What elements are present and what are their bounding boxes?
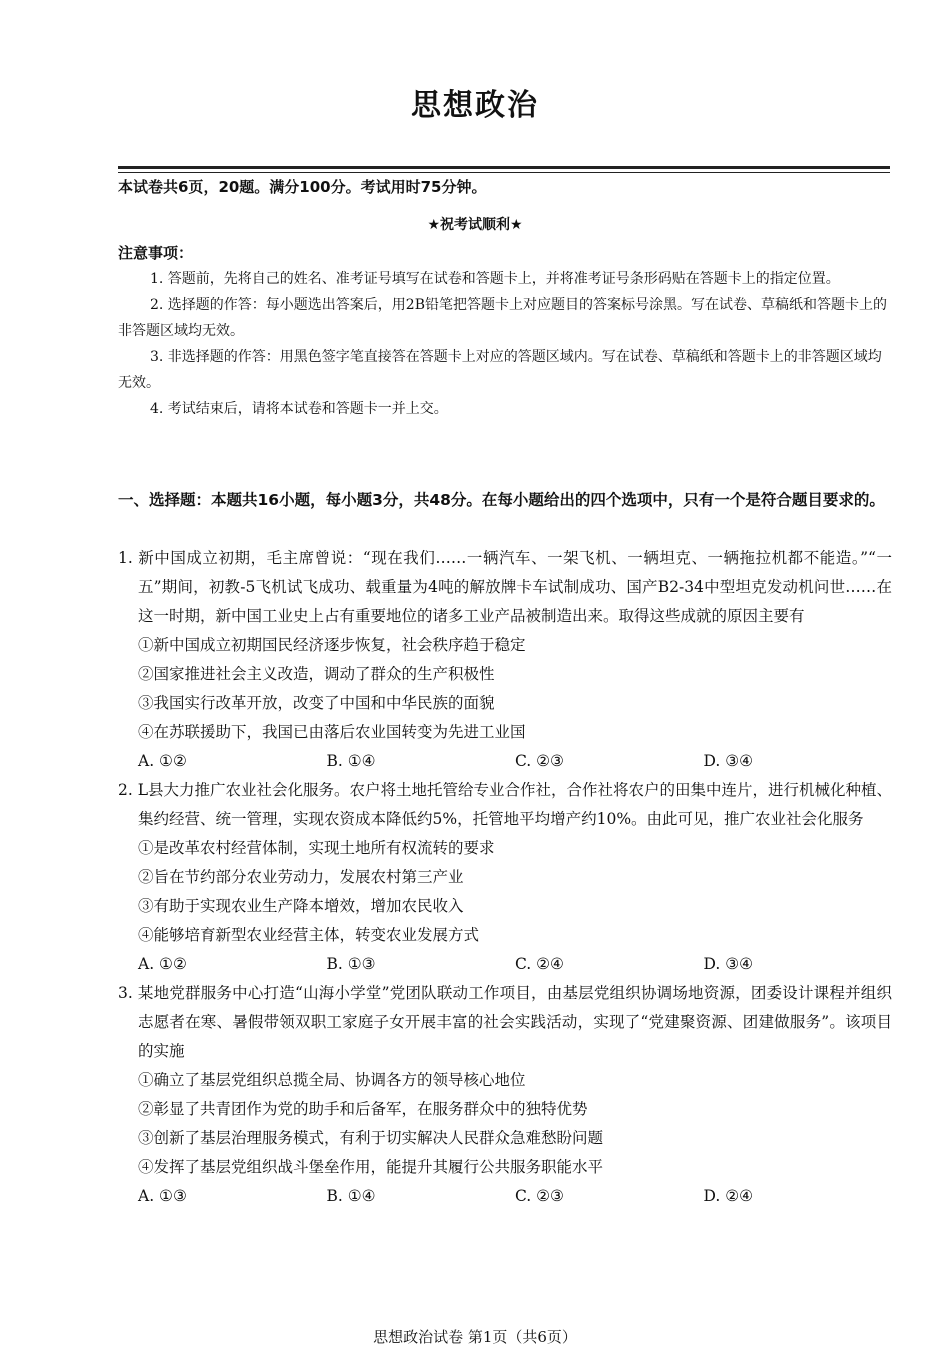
option-b: B. ①④ <box>326 752 376 770</box>
option-c: C. ②④ <box>515 955 564 973</box>
option-a: A. ①② <box>138 752 187 770</box>
question-stem: 3. 某地党群服务中心打造“山海小学堂”党团队联动工作项目，由基层党组织协调场地资源，团委设计课程并组织志愿者在寒、暑假带领双职工家庭子女开展丰富的社会实践活动，实现了“党建聚资源、团建做服务”。该项目的实施 <box>118 984 892 1060</box>
option-b: B. ①③ <box>326 955 376 973</box>
question-1 <box>118 544 892 776</box>
option-d: D. ②④ <box>703 1187 754 1205</box>
statement: ①新中国成立初期国民经济逐步恢复，社会秩序趋于稳定 <box>138 636 526 654</box>
option-d: D. ③④ <box>703 752 754 770</box>
question-3 <box>118 979 892 1211</box>
good-luck-banner: ★祝考试顺利★ <box>427 217 523 233</box>
exam-info: 本试卷共6页，20题。满分100分。考试用时75分钟。 <box>118 178 487 196</box>
option-d: D. ③④ <box>703 955 754 973</box>
option-c: C. ②③ <box>515 752 564 770</box>
statement: ③我国实行改革开放，改变了中国和中华民族的面貌 <box>138 694 495 712</box>
statement: ①是改革农村经营体制，实现土地所有权流转的要求 <box>138 839 495 857</box>
question-list <box>118 544 892 1211</box>
statement: ④发挥了基层党组织战斗堡垒作用，能提升其履行公共服务职能水平 <box>138 1158 604 1176</box>
notice-item: 2. 选择题的作答：每小题选出答案后，用2B铅笔把答题卡上对应题目的答案标号涂黑。写在试卷、草稿纸和答题卡上的非答题区域均无效。 <box>118 297 887 339</box>
option-a: A. ①② <box>138 955 187 973</box>
page-title: 思想政治 <box>411 88 539 123</box>
statement: ④能够培育新型农业经营主体，转变农业发展方式 <box>138 926 480 944</box>
statement: ③创新了基层治理服务模式，有利于切实解决人民群众急难愁盼问题 <box>138 1129 604 1147</box>
statement: ③有助于实现农业生产降本增效，增加农民收入 <box>138 897 464 915</box>
section-heading: 一、选择题：本题共16小题，每小题3分，共48分。在每小题给出的四个选项中，只有一个是符合题目要求的。 <box>118 491 885 509</box>
title-rule-thick <box>118 166 890 169</box>
statement: ②国家推进社会主义改造，调动了群众的生产积极性 <box>138 665 495 683</box>
notice-item: 4. 考试结束后，请将本试卷和答题卡一并上交。 <box>150 401 448 417</box>
title-rule-thin <box>118 172 890 173</box>
statement: ①确立了基层党组织总揽全局、协调各方的领导核心地位 <box>138 1071 526 1089</box>
option-a: A. ①③ <box>138 1187 187 1205</box>
statement: ④在苏联援助下，我国已由落后农业国转变为先进工业国 <box>138 723 526 741</box>
notice-list <box>118 266 890 422</box>
question-2 <box>118 776 892 979</box>
notice-heading: 注意事项： <box>118 244 194 262</box>
notice-item: 1. 答题前，先将自己的姓名、准考证号填写在试卷和答题卡上，并将准考证号条形码贴在答题卡上的指定位置。 <box>150 271 840 287</box>
answer-options <box>118 747 892 776</box>
option-b: B. ①④ <box>326 1187 376 1205</box>
answer-options <box>118 950 892 979</box>
notice-item: 3. 非选择题的作答：用黑色签字笔直接答在答题卡上对应的答题区域内。写在试卷、草稿纸和答题卡上的非答题区域均无效。 <box>118 349 882 391</box>
question-stem: 1. 新中国成立初期，毛主席曾说：“现在我们……一辆汽车、一架飞机、一辆坦克、一辆拖拉机都不能造。”“一五”期间，初教-5飞机试飞成功、载重量为4吨的解放牌卡车试制成功、国产B2-34中型坦克发动机问世……在这一时期，新中国工业史上占有重要地位的诸多工业产品被制造出来。取得这些成就的原因主要有 <box>118 549 892 625</box>
answer-options <box>118 1182 892 1211</box>
page-footer: 思想政治试卷 第1页（共6页） <box>373 1328 577 1346</box>
statement: ②旨在节约部分农业劳动力，发展农村第三产业 <box>138 868 464 886</box>
statement: ②彰显了共青团作为党的助手和后备军，在服务群众中的独特优势 <box>138 1100 588 1118</box>
option-c: C. ②③ <box>515 1187 564 1205</box>
question-stem: 2. L县大力推广农业社会化服务。农户将土地托管给专业合作社，合作社将农户的田集中连片，进行机械化种植、集约经营、统一管理，实现农资成本降低约5%，托管地平均增产约10%。由此可见，推广农业社会化服务 <box>118 781 893 828</box>
